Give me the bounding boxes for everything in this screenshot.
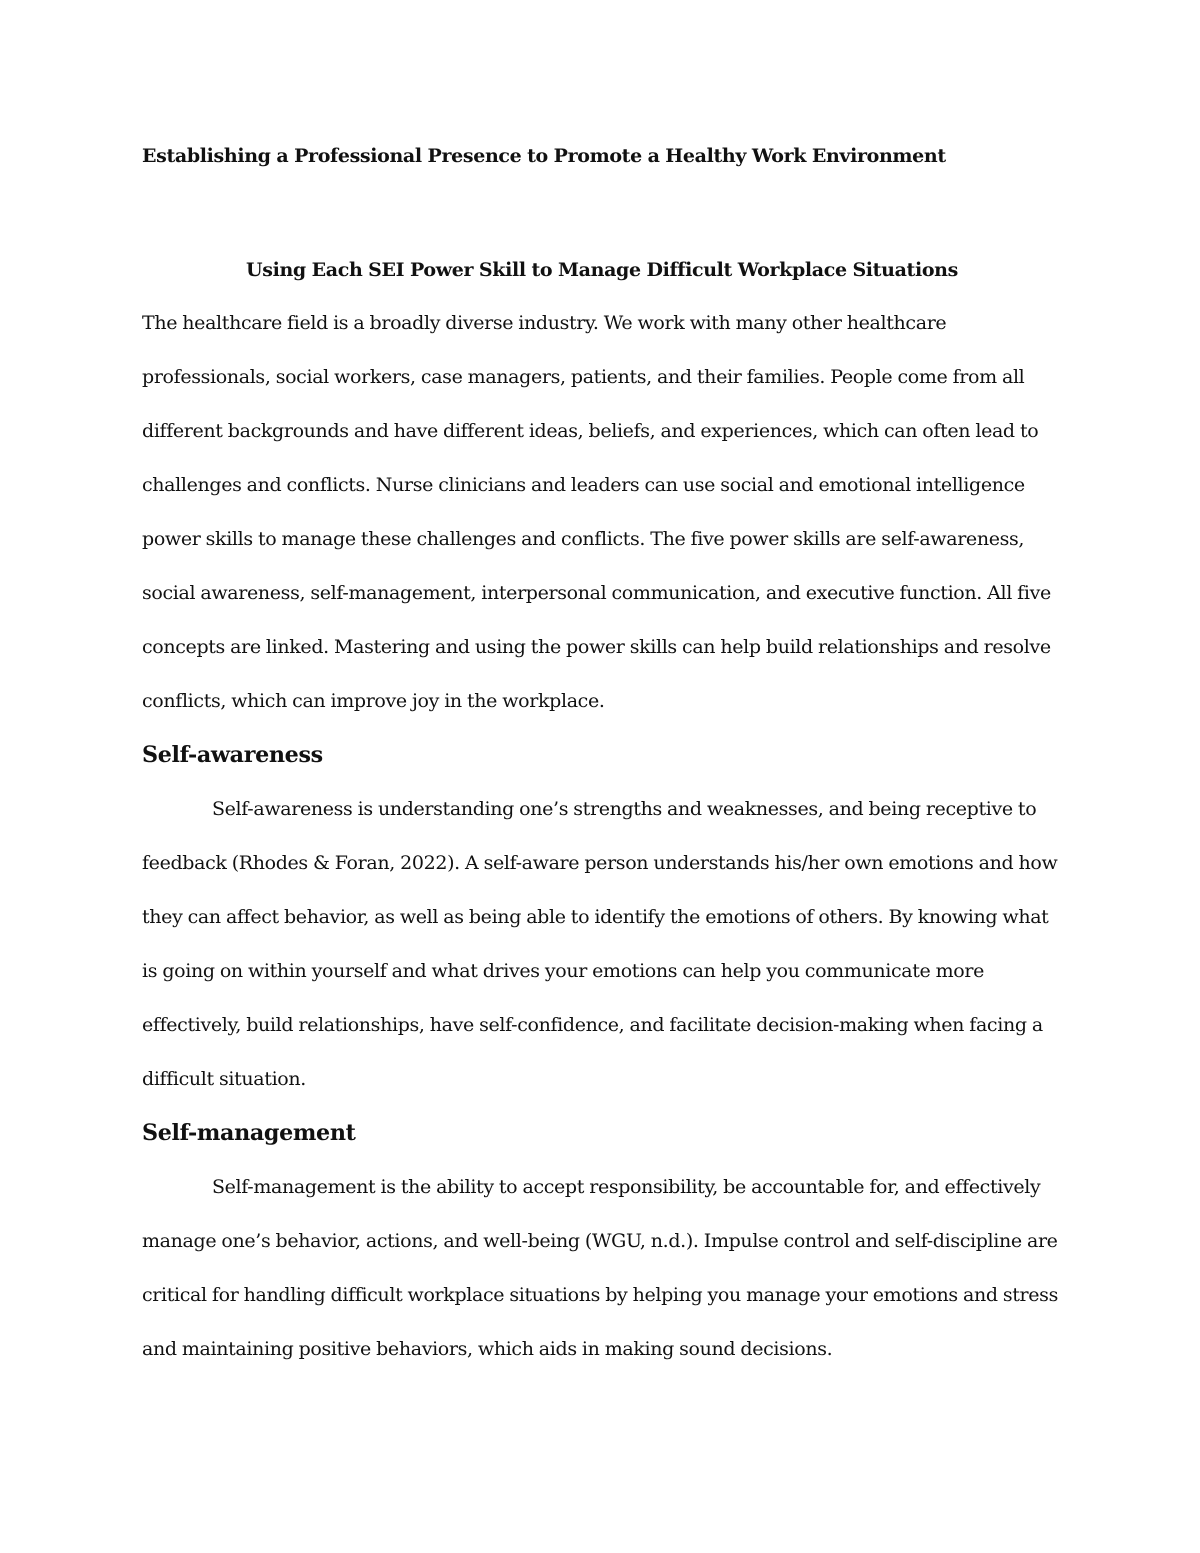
document-title: Establishing a Professional Presence to Promote a Healthy Work Environment [142,145,946,167]
intro-paragraph: The healthcare field is a broadly diverse industry. We work with many other healthcare professionals, social workers, case managers, patients, and their families. People come from all different backgrounds and have different ideas, beliefs, and experiences, which can often lead to challenges and conflicts. Nurse clinicians and leaders can use social and emotional intelligence power skills to manage these challenges and conflicts. The five power skills are self-awareness, social awareness, self-management, interpersonal communication, and executive function. All five concepts are linked. Mastering and using the power skills can help build relationships and resolve conflicts, which can improve joy in the workplace. [142,312,1051,712]
heading-self-management: Self-management [142,1120,356,1146]
heading-self-awareness: Self-awareness [142,742,323,768]
paragraph-self-management: Self-management is the ability to accept responsibility, be accountable for, and effectively manage one’s behavior, actions, and well-being (WGU, n.d.). Impulse control and self-discipline are critical for handling difficult workplace situations by helping you manage your emotions and stress and maintaining positive behaviors, which aids in making sound decisions. [142,1176,1058,1360]
section-title: Using Each SEI Power Skill to Manage Difficult Workplace Situations [246,259,958,281]
document-body [142,138,1062,1376]
paragraph-self-awareness: Self-awareness is understanding one’s strengths and weaknesses, and being receptive to feedback (Rhodes & Foran, 2022). A self-aware person understands his/her own emotions and how they can affect behavior, as well as being able to identify the emotions of others. By knowing what is going on within yourself and what drives your emotions can help you communicate more effectively, build relationships, have self-confidence, and facilitate decision-making when facing a difficult situation. [142,798,1058,1090]
